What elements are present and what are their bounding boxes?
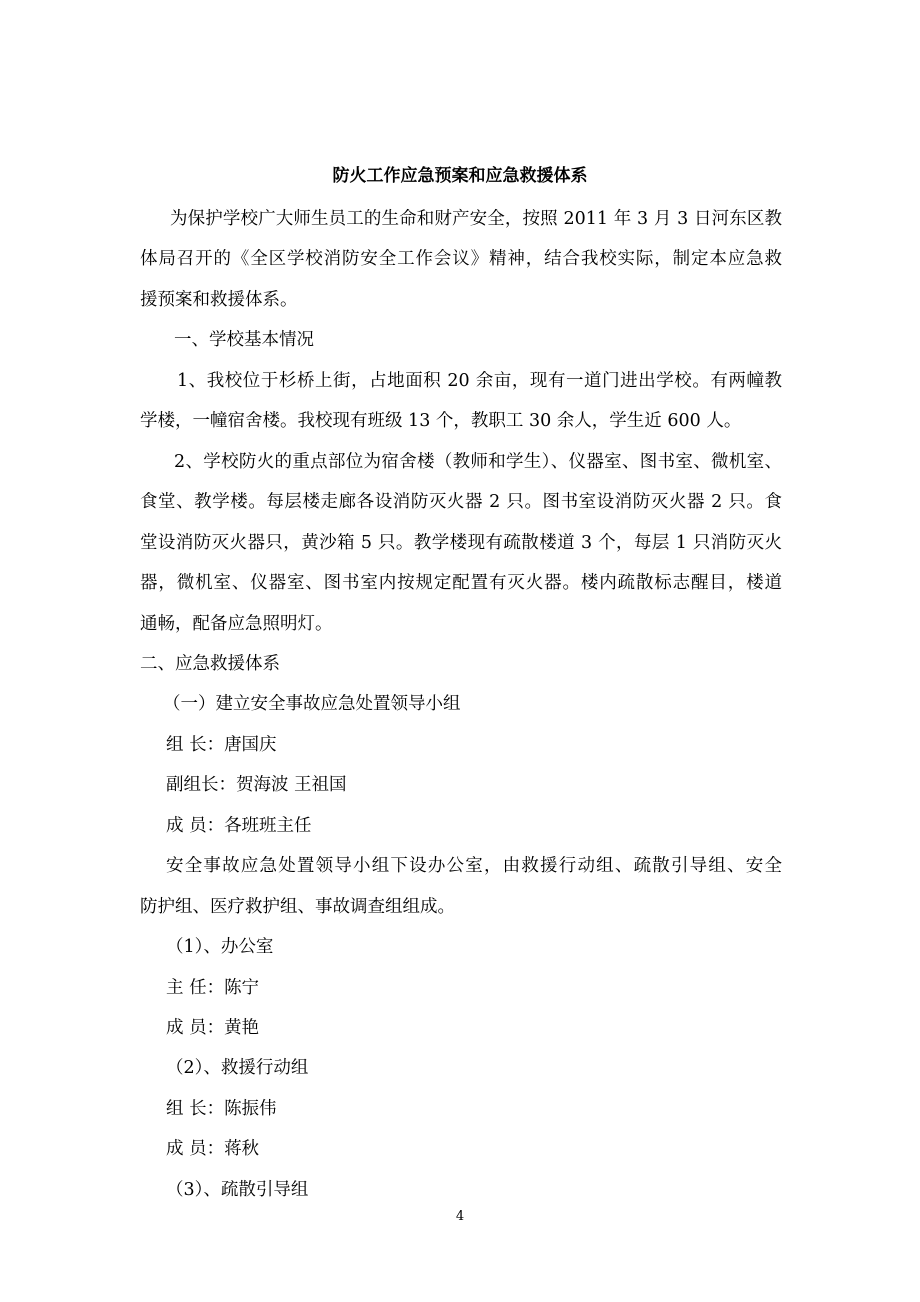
document-title: 防火工作应急预案和应急救援体系 (332, 166, 588, 186)
office-description-line-1: 安全事故应急处置领导小组下设办公室，由救援行动组、疏散引导组、安全 (166, 856, 782, 876)
rescue-group-heading: （2）、救援行动组 (166, 1058, 309, 1078)
intro-line-1: 为保护学校广大师生员工的生命和财产安全，按照 2011 年 3 月 3 日河东区教 (170, 209, 782, 229)
section-1-heading: 一、学校基本情况 (174, 330, 314, 350)
section-1-item-2-line-2: 食堂、教学楼。每层楼走廊各设消防灭火器 2 只。图书室设消防灭火器 2 只。食 (140, 492, 782, 512)
intro-line-2: 体局召开的《全区学校消防安全工作会议》精神，结合我校实际，制定本应急救 (140, 249, 782, 269)
page-number: 4 (455, 1209, 465, 1224)
section-1-item-2-line-4: 器，微机室、仪器室、图书室内按规定配置有灭火器。楼内疏散标志醒目，楼道 (140, 573, 782, 593)
office-members: 成 员：黄艳 (166, 1018, 260, 1038)
section-1-item-2-line-1: 2、学校防火的重点部位为宿舍楼（教师和学生）、仪器室、图书室、微机室、 (174, 452, 782, 472)
intro-line-3: 援预案和救援体系。 (140, 290, 298, 310)
rescue-group-members: 成 员：蒋秋 (166, 1139, 260, 1159)
office-heading: （1）、办公室 (166, 937, 274, 957)
office-description-line-2: 防护组、医疗救护组、事故调查组组成。 (140, 897, 455, 917)
team-members: 成 员：各班班主任 (166, 816, 312, 836)
section-1-item-2-line-5: 通畅，配备应急照明灯。 (140, 614, 333, 634)
team-leader: 组 长：唐国庆 (166, 735, 277, 755)
section-2-subheading: （一）建立安全事故应急处置领导小组 (163, 694, 461, 714)
section-1-item-1-line-2: 学楼，一幢宿舍楼。我校现有班级 13 个，教职工 30 余人，学生近 600 人。 (140, 411, 742, 431)
office-director: 主 任：陈宁 (166, 978, 260, 998)
team-deputy: 副组长：贺海波 王祖国 (166, 775, 347, 795)
section-2-heading: 二、应急救援体系 (140, 654, 280, 674)
evacuation-group-heading: （3）、疏散引导组 (166, 1180, 309, 1200)
section-1-item-1-line-1: 1、我校位于杉桥上街，占地面积 20 余亩，现有一道门进出学校。有两幢教 (177, 371, 782, 391)
section-1-item-2-line-3: 堂设消防灭火器只，黄沙箱 5 只。教学楼现有疏散楼道 3 个，每层 1 只消防灭火 (140, 533, 782, 553)
rescue-group-leader: 组 长：陈振伟 (166, 1099, 277, 1119)
